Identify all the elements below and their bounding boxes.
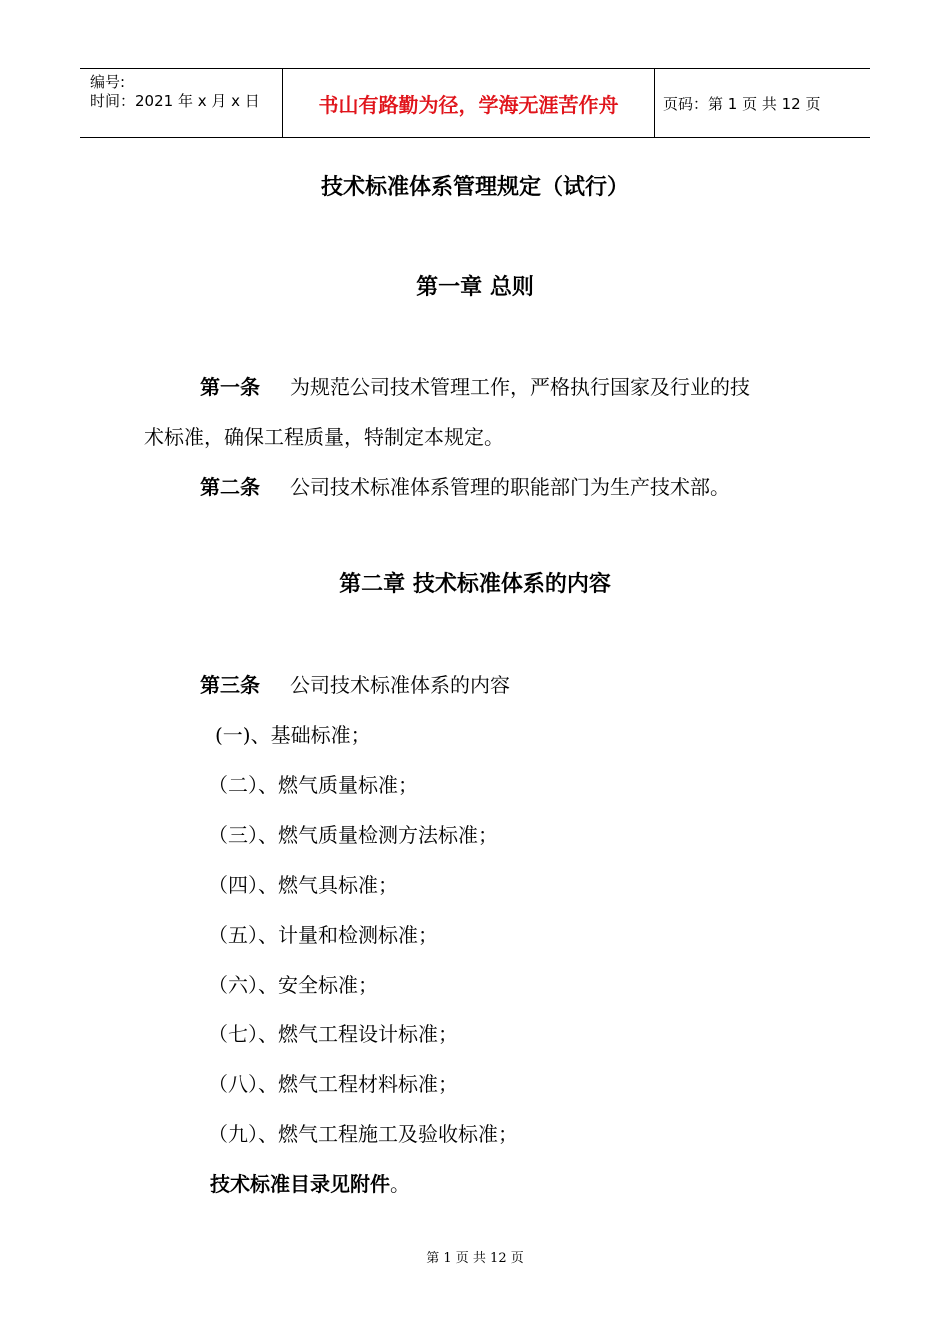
list-item: （四）、燃气具标准； [208, 873, 398, 897]
list-item: （二）、燃气质量标准； [208, 773, 418, 797]
header-table [80, 68, 870, 138]
closing-note-tail: 。 [390, 1172, 410, 1196]
article-2-label: 第二条 [200, 475, 260, 499]
article-3 [200, 669, 510, 698]
article-2 [200, 471, 730, 500]
chapter-2-title: 第二章 技术标准体系的内容 [339, 572, 611, 597]
document-title: 技术标准体系管理规定（试行） [320, 175, 629, 200]
article-1-text: 为规范公司技术管理工作，严格执行国家及行业的技 [290, 375, 750, 399]
list-item: （三）、燃气质量检测方法标准； [208, 823, 498, 847]
article-3-label: 第三条 [200, 673, 260, 697]
list-item: (一)、基础标准； [215, 723, 371, 747]
chapter-1-title: 第一章 总则 [416, 275, 534, 300]
list-item: （七）、燃气工程设计标准； [208, 1022, 458, 1046]
header-page-label: 页码：第 1 页 共 12 页 [663, 94, 821, 113]
header-meta-cell [80, 69, 282, 137]
list-item: （九）、燃气工程施工及验收标准； [208, 1122, 518, 1146]
article-3-text: 公司技术标准体系的内容 [290, 673, 510, 697]
footer-page-number: 第 1 页 共 12 页 [426, 1251, 524, 1266]
article-2-text: 公司技术标准体系管理的职能部门为生产技术部。 [290, 475, 730, 499]
list-item: （八）、燃气工程材料标准； [208, 1072, 458, 1096]
header-number-label: 编号: [90, 73, 126, 91]
header-time-label: 时间：2021 年 x 月 x 日 [90, 92, 260, 110]
article-1 [200, 371, 750, 400]
closing-note-bold: 技术标准目录见附件 [210, 1172, 390, 1196]
article-1-label: 第一条 [200, 375, 260, 399]
article-1-continuation: 术标准，确保工程质量，特制定本规定。 [144, 425, 504, 449]
closing-note [210, 1168, 410, 1197]
header-motto: 书山有路勤为径，学海无涯苦作舟 [282, 69, 655, 137]
list-item: （六）、安全标准； [208, 973, 378, 997]
list-item: （五）、计量和检测标准； [208, 923, 438, 947]
